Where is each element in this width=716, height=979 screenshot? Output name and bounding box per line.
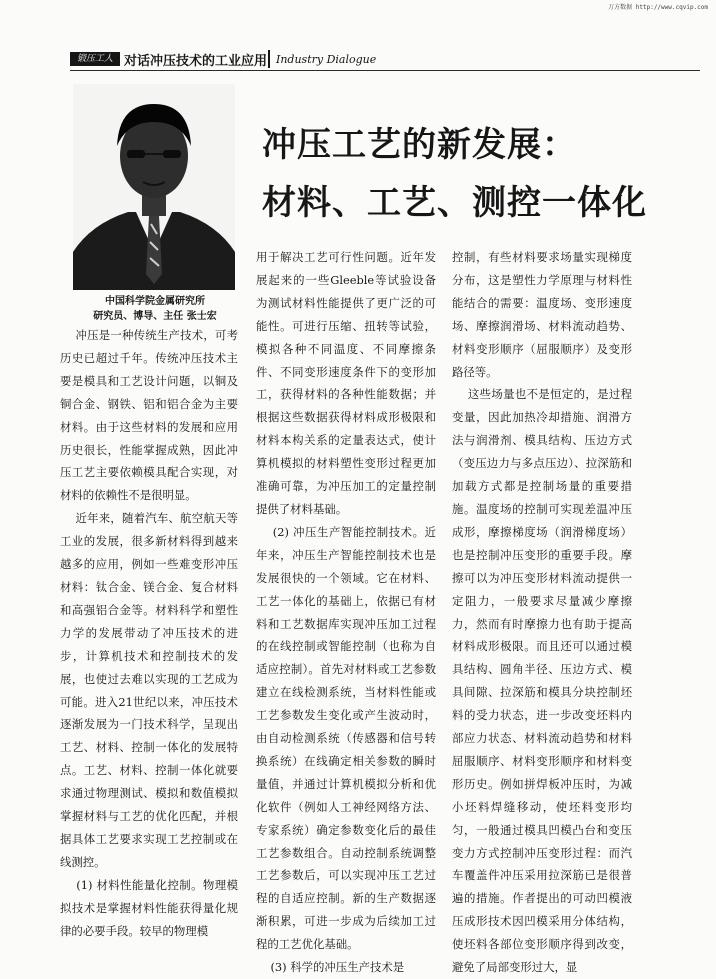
header-separator [268,50,270,68]
article-title-line-1: 冲压工艺的新发展： [262,125,577,165]
author-photo [73,84,235,290]
body-column-3: 控制，有些材料要求场量实现梯度分布，这是塑性力学原理与材料性能结合的需要：温度场、变形速度场、摩擦润滑场、材料流动趋势、材料变形顺序（屈服顺序）及变形路径等。 这些场量也不是恒定的，是过程变量，因此加热冷却措施、润滑方法与润滑剂、模具结构、压边方式（变压边力与多点压边）、拉深筋和加载方式都是控制场量的重要措施。温度场的控制可实现差温冲压成形，摩擦梯度场（润滑梯度场）也是控制冲压变形的重要手段。摩擦可以为冲压变形材料流动提供一定阻力，一般要求尽量减少摩擦力，然而有时摩擦力也有助于提高材料成形极限。而且还可以通过模具结构、圆角半径、压边方式、模具间隙、拉深筋和模具分块控制坯料的受力状态，进一步改变坯料内部应力状态、材料流动趋势和材料屈服顺序、材料变形顺序和材料变形历史。例如拼焊板冲压时，为减小坯料焊缝移动，使坯料变形均匀，一般通过模具凹模凸台和变压变力方式控制冲压变形过程：而汽车覆盖件冲压采用拉深筋已是很普遍的措施。作者提出的可动凹模液压成形技术因凹模采用分体结构，使坯料各部位变形顺序得到改变，避免了局部变形过大，显 [452,250,632,975]
author-portrait-icon [73,84,235,290]
author-caption [74,294,236,324]
header-rule [70,70,700,71]
magazine-logo: 锻压工人 [70,52,120,66]
article-title-line-2: 材料、工艺、测控一体化 [262,183,647,223]
author-names: 研究员、博导、主任 张士宏 [93,311,217,322]
body-column-1: 冲压是一种传统生产技术，可考历史已超过千年。传统冲压技术主要是模具和工艺设计问题，以铜及铜合金、钢铁、铝和铝合金为主要材料。由于这些材料的发展和应用历史很长，性能掌握成熟，因此冲压工艺主要依赖模具配合实现，对材料的依赖性不是很明显。 近年来，随着汽车、航空航天等工业的发展，很多新材料得到越来越多的应用，例如一些难变形冲压材料：钛合金、镁合金、复合材料和高强铝合金等。材料科学和塑性力学的发展带动了冲压技术的进步，计算机技术和控制技术的发展，也使过去难以实现的工艺成为可能。进入21世纪以来，冲压技术逐渐发展为一门技术科学，呈现出工艺、材料、控制一体化的发展特点。工艺、材料、控制一体化就要求通过物理测试、模拟和数值模拟掌握材料与工艺的优化匹配，并根据具体工艺要求实现工艺控制或在线测控。 (1) 材料性能量化控制。物理模拟技术是掌握材料性能获得量化规律的必要手段。较早的物理模 [60,328,238,938]
body-column-2: 用于解决工艺可行性问题。近年发展起来的一些Gleeble等试验设备为测试材料性能提供了更广泛的可能性。可进行压缩、扭转等试验，模拟各种不同温度、不同摩擦条件、不同变形速度条件下的变形加工，获得材料的各种性能数据；并根据这些数据获得材料成形极限和材料本构关系的定量表达式，使计算机模拟的材料塑性变形过程更加准确可靠，为冲压加工的定量控制提供了材料基础。 (2) 冲压生产智能控制技术。近年来，冲压生产智能控制技术也是发展很快的一个领域。它在材料、工艺一体化的基础上，依据已有材料和工艺数据库实现冲压加工过程的在线控制或智能控制（也称为自适应控制）。首先对材料或工艺参数建立在线检测系统，当材料性能或工艺参数发生变化或产生波动时，由自动检测系统（传感器和信号转换系统）在线确定相关参数的瞬时量值，并通过计算机模拟分析和优化软件（例如人工神经网络方法、专家系统）确定参数变化后的最佳工艺参数组合。自动控制系统调整工艺参数后，可以实现冲压工艺过程的自适应控制。新的生产数据逐渐积累，可进一步成为后续加工过程的工艺优化基础。 (3) 科学的冲压生产技术是 [256,250,436,975]
article-title [262,116,692,232]
section-title: 对话冲压技术的工业应用 [124,54,268,69]
source-url: 万方数据 http://www.cqvip.com [608,4,708,11]
section-english-title: Industry Dialogue [276,53,377,66]
author-affiliation: 中国科学院金属研究所 [105,296,205,307]
